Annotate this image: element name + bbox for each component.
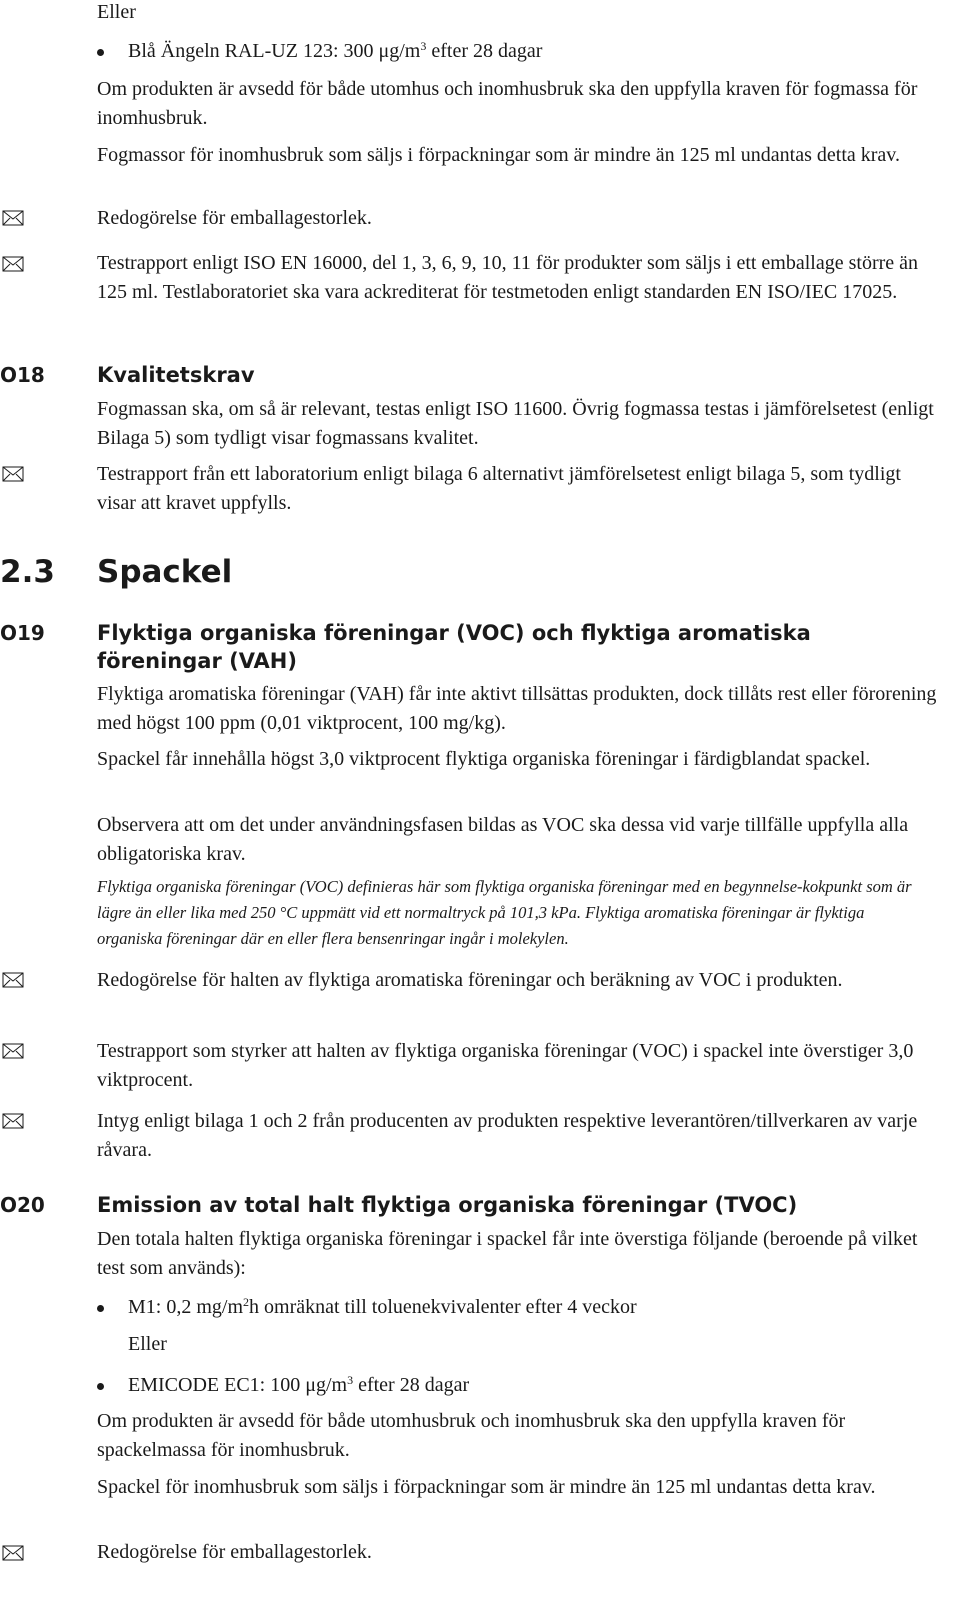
paragraph-utomhus: Om produkten är avsedd för både utomhusbruk och inomhusbruk ska den uppfylla kraven för spackelmassa för inomhusbruk. <box>97 1410 846 1461</box>
requirement-heading: Flyktiga organiska föreningar (VOC) och flyktiga aromatiska föreningar (VAH) <box>97 621 811 673</box>
paragraph-fogmassor-125: Fogmassor för inomhusbruk som säljs i förpackningar som är mindre än 125 ml undantas detta krav. <box>97 144 900 166</box>
documentation-emballage: Redogörelse för emballagestorlek. <box>97 1541 372 1563</box>
bullet-dot <box>97 1305 104 1312</box>
paragraph-utomhus: Om produkten är avsedd för både utomhus och inomhusbruk ska den uppfylla kraven för fogmassa för inomhusbruk. <box>97 78 918 129</box>
envelope-icon <box>2 210 24 226</box>
requirement-text: Observera att om det under användningsfasen bildas as VOC ska dessa vid varje tillfälle uppfylla alla obligatoriska krav. <box>97 814 909 865</box>
requirement-heading: Emission av total halt flyktiga organiska föreningar (TVOC) <box>97 1193 798 1217</box>
paragraph-spackel-125: Spackel för inomhusbruk som säljs i förpackningar som är mindre än 125 ml undantas detta krav. <box>97 1476 876 1498</box>
envelope-icon <box>2 1043 24 1059</box>
bullet-text: EMICODE EC1: 100 $\mu g/m^3$ efter 28 dagar <box>128 1373 470 1396</box>
eller-text: Eller <box>128 1333 167 1355</box>
bullet-dot <box>97 1383 104 1390</box>
documentation-testrapport: Testrapport från ett laboratorium enligt bilaga 6 alternativt jämförelsetest enligt bilaga 5, som tydligt visar att kravet uppfylls. <box>97 463 901 514</box>
requirement-text: Fogmassan ska, om så är relevant, testas enligt ISO 11600. Övrig fogmassa testas i jämförelsetest (enligt Bilaga 5) som tydligt visar fogmassans kvalitet. <box>97 398 934 449</box>
bullet-text: Blå Ängeln RAL-UZ 123: 300 $\mu g/m^3$ efter 28 dagar <box>128 39 543 62</box>
documentation-testrapport-iso: Testrapport enligt ISO EN 16000, del 1, 3, 6, 9, 10, 11 för produkter som säljs i ett emballage större än 125 ml. Testlaboratoriet ska vara ackrediterat för testmetoden enligt standarden EN ISO/IEC 17025. <box>97 252 919 303</box>
documentation-emballage: Redogörelse för emballagestorlek. <box>97 207 372 229</box>
requirement-text: Spackel får innehålla högst 3,0 viktprocent flyktiga organiska föreningar i färdigblandat spackel. <box>97 748 871 770</box>
requirement-label: O18 <box>0 363 45 387</box>
requirement-heading: Kvalitetskrav <box>97 363 255 387</box>
envelope-icon <box>2 1545 24 1561</box>
bullet-dot <box>97 49 104 56</box>
bullet-text: M1: 0,2 $mg/m^2h$ omräknat till toluenekvivalenter efter 4 veckor <box>128 1295 637 1318</box>
documentation-testrapport: Testrapport som styrker att halten av flyktiga organiska föreningar (VOC) i spackel inte överstiger 3,0 viktprocent. <box>97 1040 914 1091</box>
documentation-redogorelse: Redogörelse för halten av flyktiga aromatiska föreningar och beräkning av VOC i produkten. <box>97 969 843 991</box>
eller-text: Eller <box>97 1 136 23</box>
requirement-text: Flyktiga aromatiska föreningar (VAH) får inte aktivt tillsättas produkten, dock tillåts rest eller förorening med högst 100 ppm (0,01 viktprocent, 100 mg/kg). <box>97 683 937 734</box>
section-title: Spackel <box>97 554 233 590</box>
documentation-intyg: Intyg enligt bilaga 1 och 2 från producenten av produkten respektive leverantören/tillverkaren av varje råvara. <box>97 1110 918 1161</box>
requirement-label: O19 <box>0 621 45 645</box>
requirement-text: Den totala halten flyktiga organiska föreningar i spackel får inte överstiga följande (beroende på vilket test som används): <box>97 1228 918 1279</box>
envelope-icon <box>2 1113 24 1129</box>
requirement-label: O20 <box>0 1193 45 1217</box>
envelope-icon <box>2 972 24 988</box>
envelope-icon <box>2 466 24 482</box>
envelope-icon <box>2 256 24 272</box>
voc-definition: Flyktiga organiska föreningar (VOC) definieras här som flyktiga organiska föreningar med en begynnelse-kokpunkt som är lägre än eller lika med 250 °C uppmätt vid ett normaltryck på 101,3 kPa. Flyktiga aromatiska föreningar är flyktiga organiska föreningar där en eller flera bensenringar ingår i molekylen. <box>97 877 912 948</box>
section-number: 2.3 <box>0 554 55 590</box>
